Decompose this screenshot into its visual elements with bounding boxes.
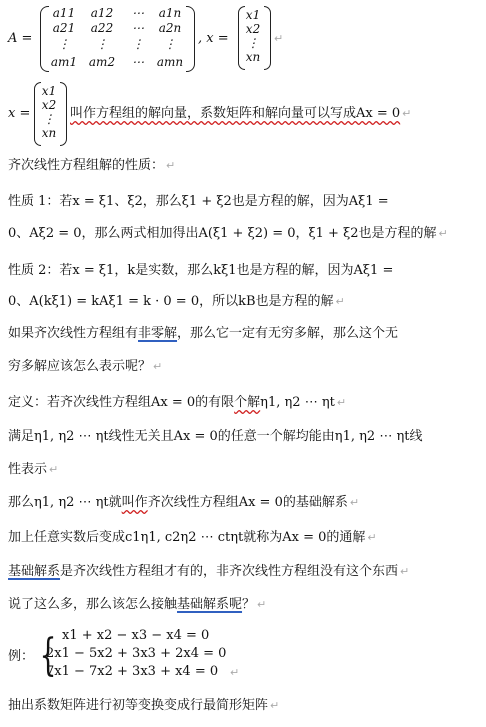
paragraph-nonzero-line-1: 如果齐次线性方程组有非零解，那么它一定有无穷多解，那么这个无	[8, 326, 399, 341]
matrix-A-cell: am2	[88, 55, 116, 69]
matrix-A-cell: ⋮	[58, 37, 70, 51]
vector-x2-right-bracket	[60, 82, 67, 146]
matrix-A-cell: am1	[50, 55, 78, 69]
property-2-line-2: 0、A(kξ1) = kAξ1 = k · 0 = 0，所以kB也是方程的解 ↵	[8, 294, 345, 309]
property-1-line-2: 0、Aξ2 = 0，那么两式相加得出A(ξ1 + ξ2) = 0，ξ1 + ξ2也是方程的解 ↵	[8, 226, 448, 241]
equation-row-2: 2x1 − 5x2 + 3x3 + 2x4 = 0	[46, 646, 227, 661]
general-solution-line: 加上任意实数后变成c1η1, c2η2 ⋯ ctηt就称为Ax = 0的通解 ↵	[8, 530, 377, 545]
vector-x-cell: ⋮	[43, 112, 55, 126]
matrix-A-cell: a2n	[158, 21, 182, 35]
vector-x-right-bracket	[264, 6, 271, 70]
matrix-A-cell: a11	[52, 6, 76, 20]
matrix-A-left-bracket	[40, 6, 49, 72]
matrix-A-cell: a12	[90, 6, 114, 20]
matrix-A-cell: ⋮	[96, 37, 108, 51]
return-mark: ↵	[230, 666, 240, 679]
matrix-A-right-bracket	[186, 6, 195, 72]
equation-row-3: 7x1 − 7x2 + 3x3 + x4 = 0	[46, 664, 219, 679]
system-brace: {	[39, 630, 57, 681]
property-1-line-1: 性质 1：若x = ξ1、ξ2，那么ξ1 + ξ2也是方程的解，因为Aξ1 =	[8, 194, 389, 209]
matrix-A-cell: ⋯	[132, 55, 144, 69]
line-x-text: 叫作方程组的解向量，系数矩阵和解向量可以写成Ax = 0 ↵	[70, 106, 412, 121]
vector-x-cell: x2	[245, 22, 261, 36]
equation-system	[8, 628, 308, 688]
question-line: 说了这么多，那么该怎么接触基础解系呢？ ↵	[8, 597, 267, 612]
example-label: 例：	[8, 649, 35, 664]
vector-x-cell: ⋮	[247, 36, 259, 50]
matrix-A-cell: ⋯	[132, 21, 144, 35]
matrix-A-cell: a1n	[158, 6, 182, 20]
vector-x-cell: x1	[41, 84, 57, 98]
satisfy-line-1: 满足η1, η2 ⋯ ηt线性无关且Ax = 0的任意一个解均能由η1, η2 ⋯ ηt线	[8, 429, 423, 444]
final-line: 抽出系数矩阵进行初等变换变成行最简形矩阵 ↵	[8, 698, 280, 713]
equation-row-1: x1 + x2 − x3 − x4 = 0	[62, 628, 210, 643]
vector-x-label: , x =	[198, 31, 229, 46]
matrix-A-cell: a21	[52, 21, 76, 35]
heading-properties: 齐次线性方程组解的性质： ↵	[8, 158, 176, 173]
property-2-line-1: 性质 2：若x = ξ1，k是实数，那么kξ1也是方程的解，因为Aξ1 =	[8, 263, 394, 278]
paragraph-nonzero-line-2: 穷多解应该怎么表示呢？ ↵	[8, 359, 163, 374]
matrix-A-cell: a22	[90, 21, 114, 35]
matrix-A-cell: ⋮	[132, 37, 144, 51]
matrix-A-label: A =	[8, 31, 33, 46]
basic-solution-line: 那么η1, η2 ⋯ ηt就叫作齐次线性方程组Ax = 0的基础解系 ↵	[8, 495, 360, 510]
line-x-label: x =	[8, 106, 31, 121]
vector-x-cell: xn	[41, 126, 57, 140]
homogeneous-only-line: 基础解系是齐次线性方程组才有的，非齐次线性方程组没有这个东西 ↵	[8, 564, 410, 579]
return-mark: ↵	[274, 32, 284, 45]
vector-x-cell: x1	[245, 8, 261, 22]
matrix-A-cell: ⋮	[164, 37, 176, 51]
definition-line: 定义：若齐次线性方程组Ax = 0的有限个解η1, η2 ⋯ ηt ↵	[8, 395, 347, 410]
satisfy-line-2: 性表示 ↵	[8, 462, 59, 477]
vector-x-cell: x2	[41, 98, 57, 112]
vector-x-cell: xn	[245, 50, 261, 64]
matrix-A-cell: amn	[156, 55, 184, 69]
matrix-A-cell: ⋯	[132, 6, 144, 20]
